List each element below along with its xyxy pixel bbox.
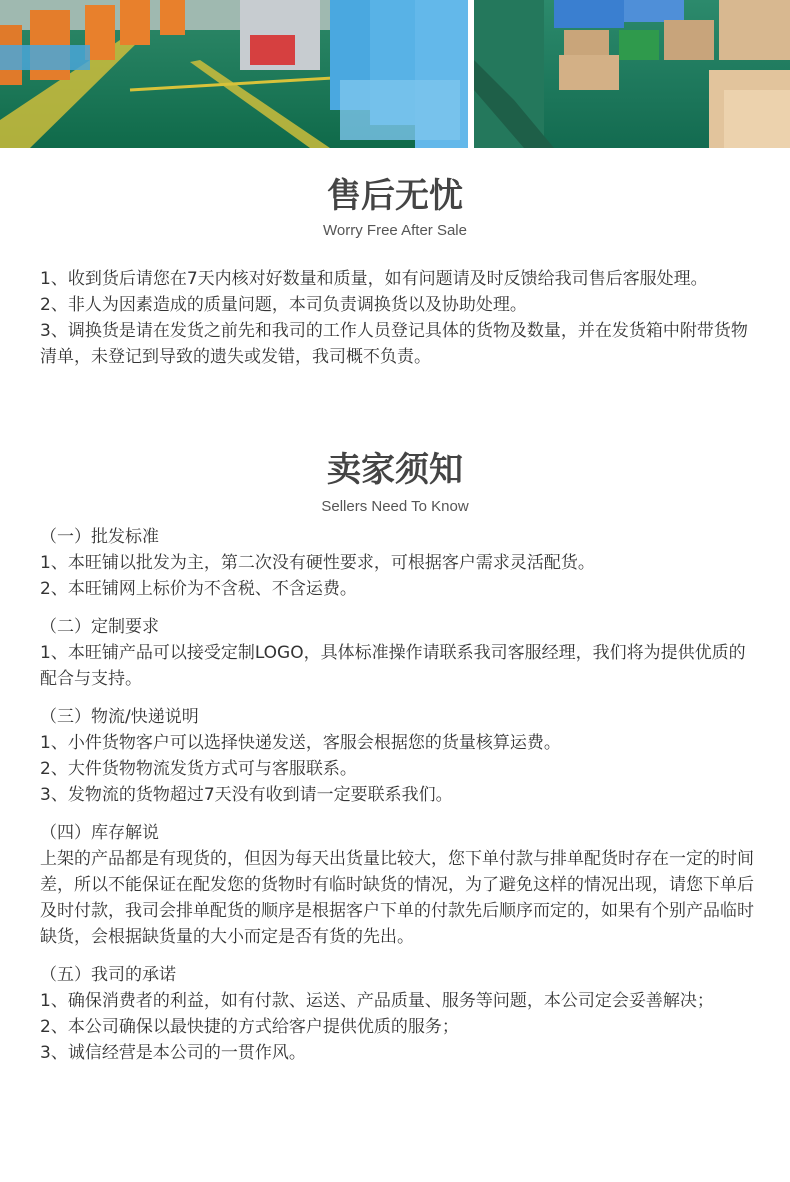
group-heading: （四）库存解说 (40, 823, 159, 843)
after-sale-header (0, 176, 790, 240)
notes-group-wholesale (40, 524, 755, 602)
after-sale-title: 售后无忧 (327, 176, 463, 216)
group-heading: （二）定制要求 (40, 617, 159, 637)
group-line: 3、发物流的货物超过7天没有收到请一定要联系我们。 (40, 785, 453, 805)
sellers-header (0, 450, 790, 516)
notes-group-commitment (40, 962, 755, 1066)
group-line: 1、本旺铺产品可以接受定制LOGO，具体标准操作请联系我司客服经理，我们将为提供优质的配合与支持。 (40, 643, 746, 689)
sellers-title: 卖家须知 (327, 450, 463, 490)
factory-photos (0, 0, 790, 148)
group-heading: （一）批发标准 (40, 527, 159, 547)
group-line: 上架的产品都是有现货的，但因为每天出货量比较大，您下单付款与排单配货时存在一定的时间差，所以不能保证在配发您的货物时有临时缺货的情况，为了避免这样的情况出现，请您下单后及时付款，我司会排单配货的顺序是根据客户下单的付款先后顺序而定的，如果有个别产品临时缺货，会根据缺货量的大小而定是否有货的先出。 (40, 849, 754, 947)
notes-group-inventory (40, 820, 755, 950)
after-sale-item: 2、非人为因素造成的质量问题，本司负责调换货以及协助处理。 (40, 295, 527, 315)
group-line: 2、本旺铺网上标价为不含税、不含运费。 (40, 579, 357, 599)
warehouse-photo (474, 0, 790, 148)
group-line: 2、本公司确保以最快捷的方式给客户提供优质的服务； (40, 1017, 459, 1037)
factory-floor-photo (0, 0, 468, 148)
group-line: 3、诚信经营是本公司的一贯作风。 (40, 1043, 306, 1063)
group-heading: （三）物流/快递说明 (40, 707, 199, 727)
group-heading: （五）我司的承诺 (40, 965, 176, 985)
after-sale-subtitle: Worry Free After Sale (323, 222, 467, 239)
sellers-notes (40, 524, 755, 1078)
group-line: 1、确保消费者的利益，如有付款、运送、产品质量、服务等问题，本公司定会妥善解决； (40, 991, 714, 1011)
after-sale-item: 1、收到货后请您在7天内核对好数量和质量，如有问题请及时反馈给我司售后客服处理。 (40, 269, 708, 289)
group-line: 1、小件货物客户可以选择快递发送，客服会根据您的货量核算运费。 (40, 733, 561, 753)
notes-group-customization (40, 614, 755, 692)
sellers-subtitle: Sellers Need To Know (321, 498, 469, 515)
after-sale-list (40, 266, 755, 370)
group-line: 1、本旺铺以批发为主，第二次没有硬性要求，可根据客户需求灵活配货。 (40, 553, 595, 573)
group-line: 2、大件货物物流发货方式可与客服联系。 (40, 759, 357, 779)
notes-group-logistics (40, 704, 755, 808)
after-sale-item: 3、调换货是请在发货之前先和我司的工作人员登记具体的货物及数量，并在发货箱中附带货物清单，未登记到导致的遗失或发错，我司概不负责。 (40, 321, 748, 367)
